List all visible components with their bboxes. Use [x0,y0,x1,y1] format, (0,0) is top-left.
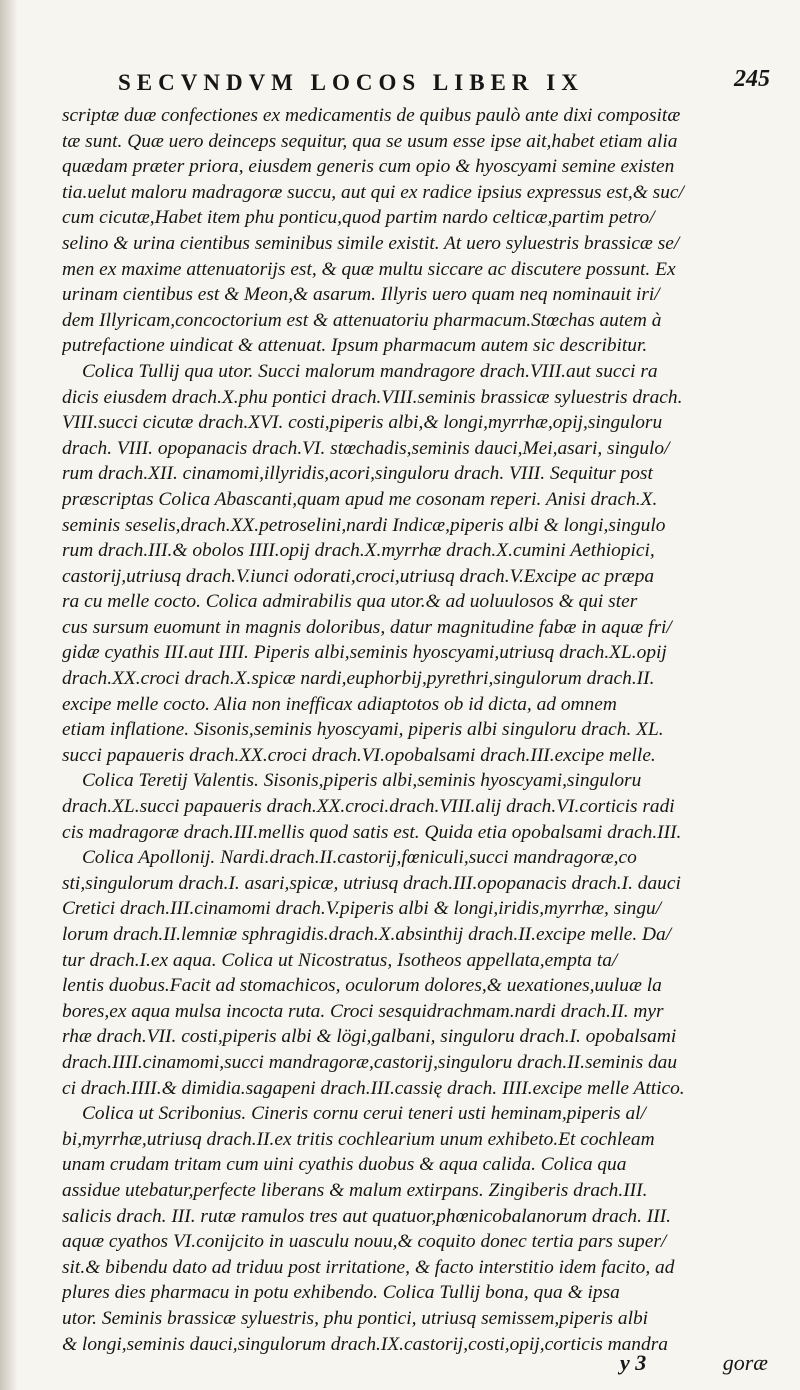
text-line: drach.XX.croci drach.X.spicæ nardi,euphorbij,pyrethri,singulorum drach.II. [62,668,655,690]
text-line: tæ sunt. Quæ uero deinceps sequitur, qua se usum esse ipse ait,habet etiam alia [62,130,678,152]
text-line: urinam cientibus est & Meon,& asarum. Illyris uero quam neq nominauit iri/ [62,284,660,306]
text-line: unam crudam tritam cum uini cyathis duobus & aqua calida. Colica qua [62,1154,627,1176]
text-line: dem Illyricam,concoctorium est & attenuatoriu pharmacum.Stœchas autem à [62,309,662,331]
text-line: Colica Teretij Valentis. Sisonis,piperis albi,seminis hyoscyami,singuloru [82,770,642,792]
text-line: utor. Seminis brassicæ syluestris, phu pontici, utriusq semissem,piperis albi [62,1307,649,1329]
text-line: rhæ drach.VII. costi,piperis albi & lögi,galbani, singuloru drach.I. opobalsami [62,1026,677,1048]
signature-mark: y 3 [620,1350,647,1375]
text-line: cis madragoræ drach.III.mellis quod satis est. Quida etia opobalsami drach.III. [62,821,682,843]
text-line: drach.XL.succi papaueris drach.XX.croci.drach.VIII.alij drach.VI.corticis radi [62,796,675,818]
text-line: tia.uelut maloru madragoræ succu, aut qui ex radice ipsius expressus est,& suc/ [62,181,684,203]
text-line: drach. VIII. opopanacis drach.VI. stœchadis,seminis dauci,Mei,asari, singulo/ [62,437,670,459]
text-line: excipe melle cocto. Alia non inefficax adiaptotos ob id dicta, ad omnem [62,693,617,715]
text-line: salicis drach. III. rutæ ramulos tres aut quatuor,phœnicobalanorum drach. III. [62,1205,671,1227]
text-line: succi papaueris drach.XX.croci drach.VI.opobalsami drach.III.excipe melle. [62,744,656,766]
page-number: 245 [734,66,770,92]
text-line: putrefactione uindicat & attenuat. Ipsum pharmacum autem sic describitur. [62,335,648,357]
text-line: aquæ cyathos VI.conijcito in uasculu nouu,& coquito donec tertia pars super/ [62,1231,667,1253]
catchword: goræ [722,1350,768,1375]
text-line: cum cicutæ,Habet item phu ponticu,quod partim nardo celticæ,partim petro/ [62,207,655,229]
text-line: lorum drach.II.lemniæ sphragidis.drach.X.absinthij drach.II.excipe melle. Da/ [62,924,672,945]
text-line: dicis eiusdem drach.X.phu pontici drach.VIII.seminis brassicæ syluestris drach. [62,386,683,408]
text-line: sit.& bibendu dato ad triduu post irritatione, & facto interstitio idem facito, ad [62,1256,675,1278]
text-line: bi,myrrhæ,utriusq drach.II.ex tritis cochlearium unum exhibeto.Et cochleam [62,1128,655,1150]
text-line: Colica Tullij qua utor. Succi malorum mandragore drach.VIII.aut succi ra [82,360,658,382]
text-line: selino & urina cientibus seminibus simile existit. At uero syluestris brassicæ se/ [62,232,680,254]
text-line: assidue utebatur,perfecte liberans & malum extirpans. Zingiberis drach.III. [62,1179,648,1201]
body-text [62,103,770,1357]
text-line: gidæ cyathis III.aut IIII. Piperis albi,seminis hyoscyami,utriusq drach.XL.opij [62,642,667,664]
text-line: lentis duobus.Facit ad stomachicos, oculorum dolores,& uexationes,uuluæ la [62,975,662,997]
text-line: bores,ex aqua mulsa incocta ruta. Croci sesquidrachmam.nardi drach.II. myr [62,1000,664,1022]
text-line: ra cu melle cocto. Colica admirabilis qua utor.& ad uoluulosos & qui ster [62,591,638,613]
text-line: ci drach.IIII.& dimidia.sagapeni drach.III.cassię drach. IIII.excipe melle Attico. [62,1077,685,1099]
text-line: Colica ut Scribonius. Cineris cornu cerui teneri usti heminam,piperis al/ [82,1103,646,1125]
text-line: quædam præter priora, eiusdem generis cum opio & hyoscyami semine existen [62,156,675,178]
text-line: plures dies pharmacu in potu exhibendo. Colica Tullij bona, qua & ipsa [62,1282,620,1304]
text-line: rum drach.XII. cinamomi,illyridis,acori,singuloru drach. VIII. Sequitur post [62,463,653,485]
running-head: SECVNDVM LOCOS LIBER IX [118,70,584,95]
text-line: scriptæ duæ confectiones ex medicamentis de quibus paulò ante dixi compositæ [62,105,681,126]
page-header [60,62,772,102]
text-line: & longi,seminis dauci,singulorum drach.IX.castorij,costi,opij,corticis mandra [62,1333,668,1355]
text-line: Colica Apollonij. Nardi.drach.II.castorij,fœniculi,succi mandragoræ,co [82,847,637,869]
page-footer [0,1350,800,1380]
text-line: sti,singulorum drach.I. asari,spicæ, utriusq drach.III.opopanacis drach.I. dauci [62,872,681,894]
text-line: men ex maxime attenuatorijs est, & quæ multu siccare ac discutere possunt. Ex [62,258,676,280]
gutter-shadow [0,0,18,1390]
text-line: etiam inflatione. Sisonis,seminis hyoscyami, piperis albi singuloru drach. XL. [62,719,664,741]
text-line: seminis seselis,drach.XX.petroselini,nardi Indicæ,piperis albi & longi,singulo [62,514,666,536]
text-line: Cretici drach.III.cinamomi drach.V.piperis albi & longi,iridis,myrrhæ, singu/ [62,898,662,920]
text-line: VIII.succi cicutæ drach.XVI. costi,piperis albi,& longi,myrrhæ,opij,singuloru [62,412,663,434]
text-line: castorij,utriusq drach.V.iunci odorati,croci,utriusq drach.V.Excipe ac præpa [62,565,655,587]
text-line: drach.IIII.cinamomi,succi mandragoræ,castorij,singuloru drach.II.seminis dau [62,1051,678,1073]
text-line: rum drach.III.& obolos IIII.opij drach.X.myrrhæ drach.X.cumini Aethiopici, [62,540,655,562]
text-line: præscriptas Colica Abascanti,quam apud me cosonam reperi. Anisi drach.X. [62,488,658,510]
text-line: cus sursum euomunt in magnis doloribus, datur magnitudine fabæ in aquæ fri/ [62,616,672,638]
text-line: tur drach.I.ex aqua. Colica ut Nicostratus, Isotheos appellata,empta ta/ [62,949,618,971]
